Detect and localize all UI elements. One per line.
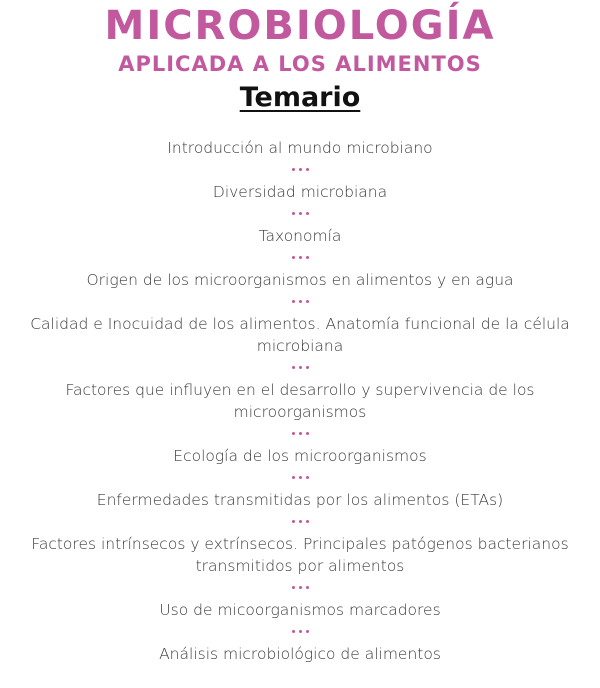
topic-item: Introducción al mundo microbiano [167, 139, 433, 157]
dots-separator [0, 577, 600, 599]
dots-separator [0, 291, 600, 313]
topic-item: Enfermedades transmitidas por los alimentos (ETAs) [96, 491, 504, 509]
document-subtitle: APLICADA A LOS ALIMENTOS [118, 52, 482, 76]
topic-item: Taxonomía [258, 227, 342, 245]
dots-separator [0, 467, 600, 489]
topic-item: Uso de micoorganismos marcadores [159, 601, 441, 619]
dots-separator [0, 511, 600, 533]
dots-separator [0, 423, 600, 445]
topic-item: Análisis microbiológico de alimentos [159, 645, 441, 663]
dots-separator [0, 621, 600, 643]
topic-item: Ecología de los microorganismos [173, 447, 427, 465]
section-heading: Temario [239, 82, 361, 113]
dots-separator [0, 159, 600, 181]
topic-item: Diversidad microbiana [212, 183, 388, 201]
topic-item: Origen de los microorganismos en alimentos y en agua [86, 271, 514, 289]
dots-separator [0, 203, 600, 225]
topic-item: Calidad e Inocuidad de los alimentos. Anatomía funcional de la célula microbiana [30, 315, 570, 355]
dots-separator [0, 247, 600, 269]
dots-separator [0, 357, 600, 379]
topic-list [0, 137, 600, 665]
topic-item: Factores que influyen en el desarrollo y supervivencia de los microorganismos [65, 381, 535, 421]
topic-item: Factores intrínsecos y extrínsecos. Principales patógenos bacterianos transmitidos por alimentos [31, 535, 569, 575]
document-title: MICROBIOLOGÍA [104, 3, 496, 49]
